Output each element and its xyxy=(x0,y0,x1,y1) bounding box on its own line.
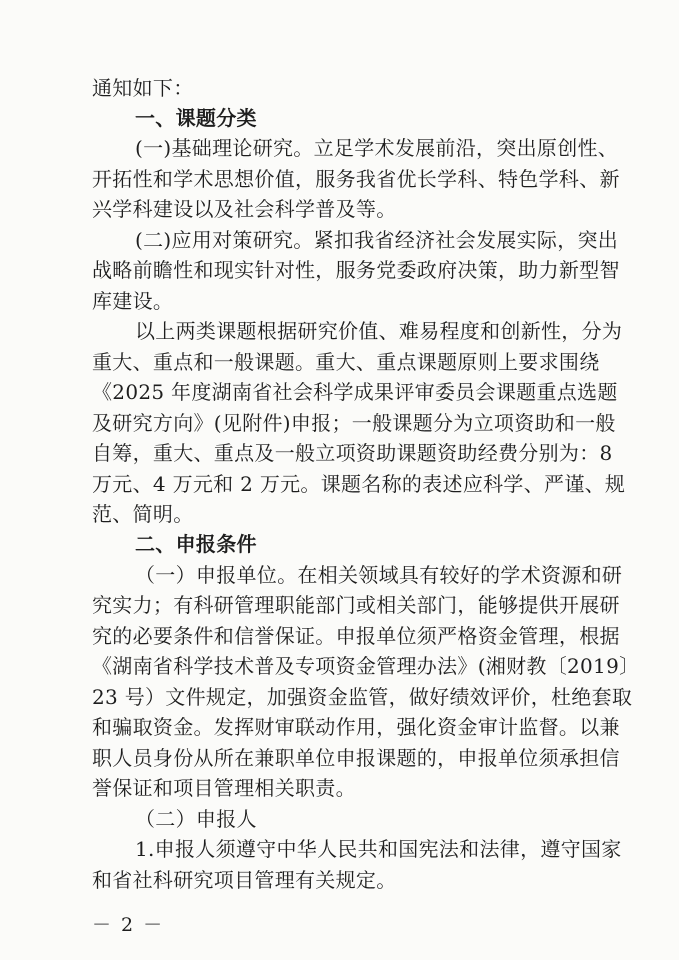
subsection-heading: （二）申报人 xyxy=(135,807,257,831)
text-line: 究的必要条件和信誉保证。申报单位须严格资金管理，根据 xyxy=(92,624,620,648)
text-line: 及研究方向》(见附件)申报；一般课题分为立项资助和一般 xyxy=(92,411,616,435)
text-line: 万元、4 万元和 2 万元。课题名称的表述应科学、严谨、规 xyxy=(92,472,626,496)
text-line: 库建设。 xyxy=(92,289,174,313)
text-line: 誉保证和项目管理相关职责。 xyxy=(92,776,356,800)
text-line: 范、简明。 xyxy=(92,502,194,526)
text-line: 究实力；有科研管理职能部门或相关部门，能够提供开展研 xyxy=(92,593,620,617)
text-line: 《2025 年度湖南省社会科学成果评审委员会课题重点选题 xyxy=(92,380,618,404)
text-line: 战略前瞻性和现实针对性，服务党委政府决策，助力新型智 xyxy=(92,258,620,282)
text-line: 职人员身份从所在兼职单位申报课题的，申报单位须承担信 xyxy=(92,746,620,770)
page-number: － 2 － xyxy=(92,914,165,936)
text-line: (二)应用对策研究。紧扣我省经济社会发展实际，突出 xyxy=(135,228,619,252)
text-line: 和骗取资金。发挥财审联动作用，强化资金审计监督。以兼 xyxy=(92,715,620,739)
text-line: 《湖南省科学技术普及专项资金管理办法》(湘财教〔2019〕 xyxy=(92,654,640,678)
text-line: 23 号）文件规定，加强资金监管，做好绩效评价，杜绝套取 xyxy=(92,685,633,709)
text-line: 和省社科研究项目管理有关规定。 xyxy=(92,868,397,892)
text-line: 通知如下： xyxy=(92,76,194,100)
text-line: (一)基础理论研究。立足学术发展前沿，突出原创性、 xyxy=(135,136,619,160)
text-line: 开拓性和学术思想价值，服务我省优长学科、特色学科、新 xyxy=(92,167,620,191)
text-line: 重大、重点和一般课题。重大、重点课题原则上要求围绕 xyxy=(92,350,600,374)
text-line: 兴学科建设以及社会科学普及等。 xyxy=(92,197,397,221)
section-heading: 一、课题分类 xyxy=(135,106,257,130)
section-heading: 二、申报条件 xyxy=(135,532,257,556)
text-line: （一）申报单位。在相关领域具有较好的学术资源和研 xyxy=(135,563,623,587)
text-line: 自筹，重大、重点及一般立项资助课题资助经费分别为：8 xyxy=(92,441,613,465)
text-line: 1.申报人须遵守中华人民共和国宪法和法律，遵守国家 xyxy=(135,837,622,861)
text-line: 以上两类课题根据研究价值、难易程度和创新性，分为 xyxy=(135,319,623,343)
